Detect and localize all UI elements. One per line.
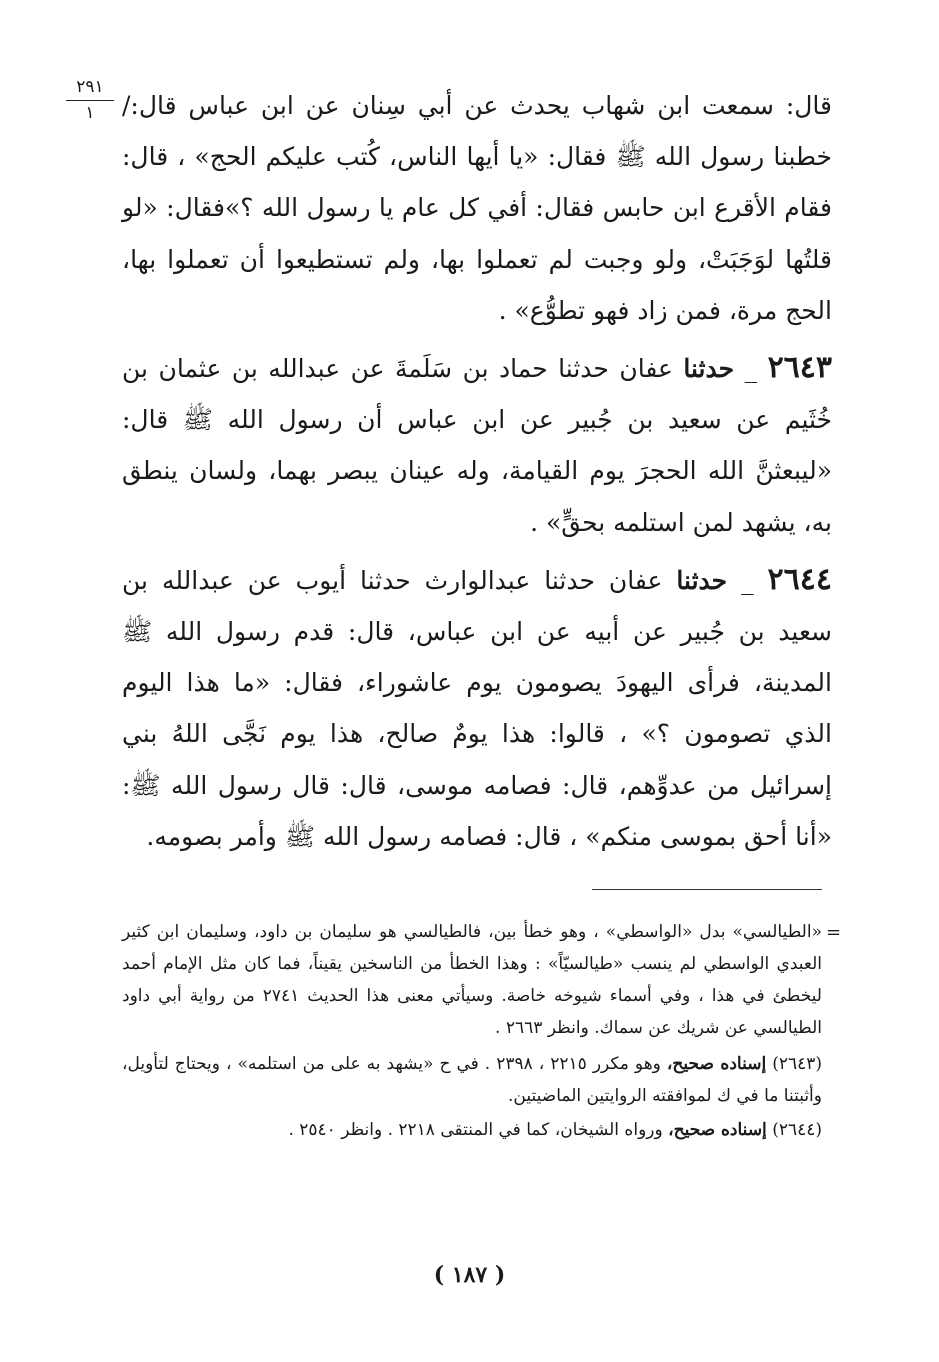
page-number: ( ١٨٧ )	[433, 1262, 506, 1288]
hadith-2643	[122, 342, 832, 548]
hadith-dash: _	[744, 354, 758, 384]
hadith-lead-word: حدثنا	[683, 354, 735, 384]
paragraph-continuation	[122, 80, 832, 336]
footnote-continuation-text: «الطيالسي» بدل «الواسطي» ، وهو خطأ بين، فالطيالسي هو سليمان بن داود، وسليمان ابن كثير العبدي الواسطي لم ينسب «طيالسيّاً» : وهذا الخطأ من الناسخين يقيناً، فما كان مثل الإمام أحمد ليخطئ في هذا ، وفي أسماء شيوخه خاصة. وسيأتي معنى هذا الحديث ٢٧٤١ من رواية أبي داود الطيالسي عن شريك عن سماك. وانظر ٢٦٦٣ .	[122, 922, 822, 1038]
hadith-number: ٢٦٤٤	[767, 561, 832, 597]
footnote-text: ورواه الشيخان، كما في المنتقى ٢٢١٨ . وانظر ٢٥٤٠ .	[288, 1120, 663, 1140]
hadith-lead-word: حدثنا	[676, 565, 728, 595]
main-text	[122, 80, 832, 868]
footnote-2643	[122, 1048, 822, 1112]
margin-reference-volume: ١	[85, 102, 95, 123]
hadith-text: عفان حدثنا عبدالوارث حدثنا أيوب عن عبدالله بن سعيد بن جُبير عن أبيه عن ابن عباس، قال: قدم رسول الله ﷺ المدينة، فرأى اليهودَ يصومون يوم عاشوراء، فقال: «ما هذا اليوم الذي تصومون ؟» ، قالوا: هذا يومٌ صالح، هذا يوم نَجَّى اللهُ بني إسرائيل من عدوِّهم، قال: فصامه موسى، قال: قال رسول الله ﷺ: «أنا أحق بموسى منكم» ، قال: فصامه رسول الله ﷺ وأمر بصومه.	[122, 565, 832, 851]
footnote-grading: إسناده صحيح،	[666, 1054, 767, 1074]
footnotes	[122, 916, 822, 1148]
margin-reference	[66, 78, 114, 122]
margin-reference-volume-page: ٢٩١	[66, 78, 114, 101]
hadith-dash: _	[741, 565, 754, 595]
footnote-text: وهو مكرر ٢٢١٥ ، ٢٣٩٨ . في ح «يشهد به على من استلمه» ، ويحتاج لتأويل، وأثبتنا ما في ك لموافقته الروايتين الماضيتين.	[122, 1054, 822, 1106]
footnote-separator	[592, 889, 822, 890]
paragraph-text: قال: سمعت ابن شهاب يحدث عن أبي سِنان عن ابن عباس قال:/ خطبنا رسول الله ﷺ فقال: «يا أيها الناس، كُتب عليكم الحج» ، قال: فقام الأقرع ابن حابس فقال: أفي كل عام يا رسول الله ؟»فقال: «لو قلتُها لوَجَبَتْ، ولو وجبت لم تعملوا بها، ولم تستطيعوا أن تعملوا بها، الحج مرة، فمن زاد فهو تطوُّع» .	[122, 91, 832, 325]
footnote-grading: إسناده صحيح،	[668, 1120, 767, 1140]
footnote-continuation-mark: =	[826, 922, 842, 943]
footnote-continuation	[122, 916, 822, 1044]
hadith-text: عفان حدثنا حماد بن سَلَمةَ عن عبدالله بن عثمان بن خُثَيم عن سعيد بن جُبير عن ابن عباس أن رسول الله ﷺ قال: «ليبعثنَّ الله الحجرَ يوم القيامة، وله عينان يبصر بهما، ولسان ينطق به، يشهد لمن استلمه بحقٍّ» .	[122, 354, 832, 537]
hadith-number: ٢٦٤٣	[767, 350, 833, 386]
footnote-2644	[122, 1114, 822, 1146]
footnote-ref: (٢٦٤٤)	[772, 1120, 822, 1140]
hadith-2644	[122, 554, 832, 862]
footnote-ref: (٢٦٤٣)	[772, 1054, 822, 1074]
